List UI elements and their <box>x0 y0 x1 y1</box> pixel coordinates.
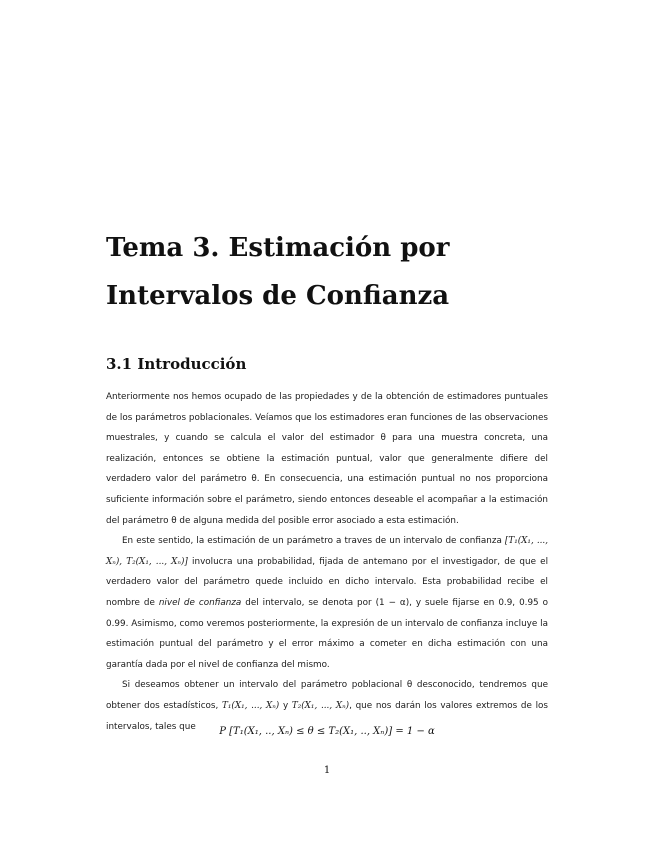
emphasis-nivel-de-confianza: nivel de confianza <box>158 597 242 608</box>
chapter-title-line-1: Tema 3. Estimación por <box>106 233 450 263</box>
paragraph-3-text-a: Si deseamos obtener un intervalo del parámetro poblacional θ desconocido, tendremos que obtener dos estadísticos, <box>106 680 548 711</box>
paragraph-2-text-a: En este sentido, la estimación de un parámetro a traves de un intervalo de confianza <box>122 536 505 547</box>
paragraph-2 <box>106 531 548 675</box>
statistic-t2: T₂(X₁, ..., Xₙ) <box>291 700 350 711</box>
paragraph-2-text-b: involucra una probabilidad, fijada de antemano por el investigador, de que el verdadero valor del parámetro quede incluido en dicho intervalo. Esta probabilidad recibe el nombre de <box>106 556 549 608</box>
paragraph-3-text-b: y <box>279 700 292 711</box>
statistic-t1: T₁(X₁, ..., Xₙ) <box>222 700 280 711</box>
body-text <box>106 387 548 737</box>
section-title: 3.1 Introducción <box>106 355 247 373</box>
paragraph-1: Anteriormente nos hemos ocupado de las propiedades y de la obtención de estimadores puntuales de los parámetros poblacionales. Veíamos que los estimadores eran funciones de las observaciones muestrales, y cuando se calcula el valor del estimador θ para una muestra concreta, una realización, entonces se obtiene la estimación puntual, valor que generalmente difiere del verdadero valor del parámetro θ. En consecuencia, una estimación puntual no nos proporciona suficiente información sobre el parámetro, siendo entonces deseable el acompañar a la estimación del parámetro θ de alguna medida del posible error asociado a esta estimación. <box>106 392 548 526</box>
paragraph-2-text-c: del intervalo, se denota por (1 − α), y suele fijarse en 0.9, 0.95 o 0.99. Asimismo, como veremos posteriormente, la expresión de un intervalo de confianza incluye la estimación puntual del parámetro y el error máximo a cometer en dicha estimación con una garantía dada por el nivel de confianza del mismo. <box>106 597 548 670</box>
interval-expression: [T₁(X₁, ..., Xₙ), T₂(X₁, ..., Xₙ)] <box>106 536 548 567</box>
page-number: 1 <box>323 765 331 776</box>
paragraph-3-text-c: , que nos darán los valores extremos de los intervalos, tales que <box>106 700 549 732</box>
chapter-title <box>106 224 556 320</box>
confidence-interval-equation: P [T₁(X₁, .., Xₙ) ≤ θ ≤ T₂(X₁, .., Xₙ)] = 1 − α <box>219 726 435 737</box>
chapter-title-line-2: Intervalos de Confianza <box>106 281 450 311</box>
